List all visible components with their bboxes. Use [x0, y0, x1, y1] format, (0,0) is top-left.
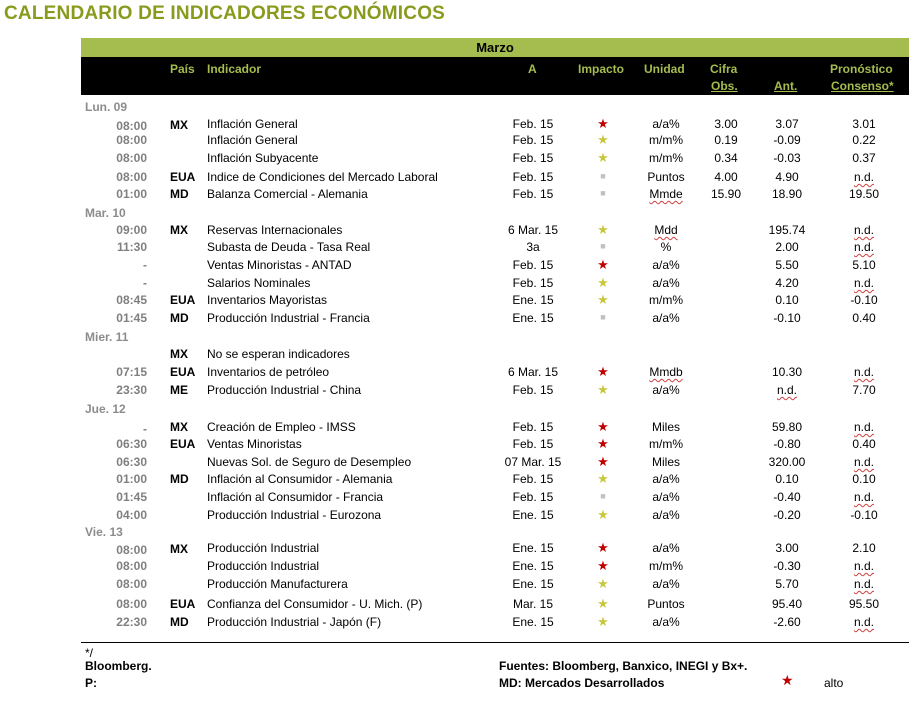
row-period: Ene. 15	[512, 615, 554, 629]
row-indicator: Confianza del Consumidor - U. Mich. (P)	[207, 597, 423, 611]
gray-square-icon: ■	[600, 171, 606, 181]
footnote-marker: */	[85, 646, 94, 660]
row-time: 01:00	[116, 472, 147, 486]
row-indicator: Producción Industrial	[207, 541, 320, 555]
row-indicator: Producción Industrial	[207, 559, 320, 573]
row-time: 09:00	[116, 223, 147, 237]
row-previous: 2.00	[775, 240, 799, 254]
day-label: Vie. 13	[85, 525, 123, 539]
row-period: Ene. 15	[512, 311, 554, 325]
row-indicator: Inventarios de petróleo	[207, 365, 330, 379]
row-period: Feb. 15	[512, 117, 554, 131]
row-forecast: 0.40	[852, 311, 876, 325]
row-unit: a/a%	[652, 276, 680, 290]
row-previous: 5.50	[775, 258, 799, 272]
row-period: 3a	[526, 240, 540, 254]
row-unit: a/a%	[652, 490, 680, 504]
row-forecast: n.d.	[853, 577, 874, 591]
col-impacto: Impacto	[578, 62, 625, 76]
row-unit: a/a%	[652, 615, 680, 629]
yellow-star-icon: ★	[597, 596, 609, 611]
page-title: CALENDARIO DE INDICADORES ECONÓMICOS	[4, 3, 446, 24]
row-previous: 3.07	[775, 117, 799, 131]
row-forecast: n.d.	[853, 276, 874, 290]
day-label: Lun. 09	[85, 100, 128, 114]
row-period: Feb. 15	[512, 490, 554, 504]
row-country: MX	[170, 347, 188, 361]
row-country: MD	[170, 311, 189, 325]
row-indicator: Inflación General	[207, 133, 298, 147]
row-forecast: 19.50	[848, 187, 880, 201]
row-period: Feb. 15	[512, 151, 554, 165]
row-previous: n.d.	[776, 383, 797, 397]
row-indicator: Producción Industrial - Eurozona	[207, 508, 382, 522]
row-unit: Puntos	[647, 597, 685, 611]
sources-line: Fuentes: Bloomberg, Banxico, INEGI y Bx+.	[499, 659, 748, 673]
col-obs: Obs.	[711, 79, 738, 93]
row-time: 08:00	[116, 170, 147, 184]
row-period: 6 Mar. 15	[507, 365, 559, 379]
row-forecast: 3.01	[852, 117, 876, 131]
row-indicator: Producción Industrial - China	[207, 383, 362, 397]
row-time: 11:30	[116, 240, 147, 254]
row-forecast: n.d.	[853, 615, 874, 629]
row-indicator: Creación de Empleo - IMSS	[207, 420, 356, 434]
row-previous: 95.40	[771, 597, 803, 611]
row-unit: m/m%	[649, 559, 683, 573]
col-consenso: Consenso*	[831, 79, 894, 93]
row-unit: m/m%	[649, 293, 683, 307]
row-indicator: Producción Manufacturera	[207, 577, 348, 591]
row-unit: a/a%	[652, 117, 680, 131]
red-star-icon: ★	[597, 364, 609, 379]
red-star-icon: ★	[597, 454, 609, 469]
row-indicator: Indice de Condiciones del Mercado Laboral	[207, 170, 438, 184]
row-unit: m/m%	[649, 151, 683, 165]
day-label: Mier. 11	[85, 330, 129, 344]
row-forecast: 0.40	[852, 437, 876, 451]
row-previous: 320.00	[768, 455, 806, 469]
row-observed: 0.34	[714, 151, 738, 165]
md-legend: MD: Mercados Desarrollados	[499, 676, 665, 690]
row-previous: 4.20	[775, 276, 799, 290]
row-forecast: n.d.	[853, 170, 874, 184]
row-forecast: n.d.	[853, 559, 874, 573]
row-previous: 5.70	[775, 577, 799, 591]
yellow-star-icon: ★	[597, 614, 609, 629]
row-time: 07:15	[116, 365, 147, 379]
row-forecast: 0.10	[852, 472, 876, 486]
row-unit: a/a%	[652, 541, 680, 555]
row-time: 01:45	[116, 490, 147, 504]
row-indicator: Producción Industrial - Francia	[207, 311, 370, 325]
row-indicator: Inflación al Consumidor - Francia	[207, 490, 384, 504]
row-unit: m/m%	[649, 133, 683, 147]
row-unit: m/m%	[649, 437, 683, 451]
month-header: Marzo	[81, 38, 909, 57]
row-unit: a/a%	[652, 472, 680, 486]
row-indicator: Balanza Comercial - Alemania	[207, 187, 368, 201]
row-previous: -2.60	[773, 615, 801, 629]
row-unit: Mmde	[649, 187, 683, 201]
row-previous: 195.74	[768, 223, 806, 237]
row-indicator: Inflación Subyacente	[207, 151, 319, 165]
row-country: EUA	[170, 597, 196, 611]
row-previous: -0.10	[773, 311, 801, 325]
row-indicator: Producción Industrial - Japón (F)	[207, 615, 382, 629]
yellow-star-icon: ★	[597, 382, 609, 397]
row-unit: a/a%	[652, 311, 680, 325]
col-indicador: Indicador	[207, 62, 262, 76]
row-time: 06:30	[116, 455, 147, 469]
row-period: Feb. 15	[512, 437, 554, 451]
row-period: Feb. 15	[512, 383, 554, 397]
col-pronostico: Pronóstico	[830, 62, 893, 76]
row-country: MX	[170, 542, 188, 556]
row-country: EUA	[170, 170, 196, 184]
footnote-p: P:	[85, 676, 97, 690]
yellow-star-icon: ★	[597, 507, 609, 522]
row-indicator: Salarios Nominales	[207, 276, 311, 290]
row-country: MX	[170, 420, 188, 434]
red-star-icon: ★	[597, 558, 609, 573]
row-time: 08:00	[116, 543, 147, 557]
row-unit: a/a%	[652, 383, 680, 397]
col-cifra: Cifra	[710, 62, 738, 76]
row-forecast: 0.22	[852, 133, 876, 147]
row-forecast: -0.10	[850, 508, 878, 522]
row-country: MX	[170, 118, 188, 132]
row-country: MX	[170, 223, 188, 237]
row-observed: 4.00	[714, 170, 738, 184]
row-period: Feb. 15	[512, 133, 554, 147]
row-period: Ene. 15	[512, 293, 554, 307]
row-period: Ene. 15	[512, 508, 554, 522]
gray-square-icon: ■	[600, 188, 606, 198]
row-forecast: 7.70	[852, 383, 876, 397]
row-forecast: -0.10	[850, 293, 878, 307]
row-forecast: 2.10	[852, 541, 876, 555]
row-forecast: 95.50	[848, 597, 880, 611]
row-period: Feb. 15	[512, 258, 554, 272]
footer-divider	[81, 642, 909, 643]
row-unit: a/a%	[652, 508, 680, 522]
row-time: 23:30	[116, 383, 147, 397]
gray-square-icon: ■	[600, 491, 606, 501]
row-time: 08:00	[116, 119, 147, 133]
row-previous: 3.00	[775, 541, 799, 555]
row-observed: 15.90	[710, 187, 742, 201]
row-period: Ene. 15	[512, 559, 554, 573]
row-previous: 0.10	[775, 472, 799, 486]
row-unit: Mdd	[654, 223, 678, 237]
col-a: A	[528, 62, 537, 76]
row-indicator: Subasta de Deuda - Tasa Real	[207, 240, 371, 254]
row-country: MD	[170, 472, 189, 486]
row-time: 08:00	[116, 577, 147, 591]
yellow-star-icon: ★	[597, 292, 609, 307]
row-period: Feb. 15	[512, 420, 554, 434]
day-label: Jue. 12	[85, 402, 126, 416]
row-forecast: n.d.	[853, 240, 874, 254]
row-previous: 4.90	[775, 170, 799, 184]
row-indicator: Ventas Minoristas - ANTAD	[207, 258, 352, 272]
row-indicator: Reservas Internacionales	[207, 223, 343, 237]
row-period: 07 Mar. 15	[504, 455, 562, 469]
yellow-star-icon: ★	[597, 150, 609, 165]
row-time: 08:45	[116, 293, 147, 307]
row-time: 08:00	[116, 597, 147, 611]
row-time: -	[143, 258, 147, 272]
row-time: 08:00	[116, 559, 147, 573]
red-star-icon: ★	[597, 419, 609, 434]
row-previous: 18.90	[771, 187, 803, 201]
row-previous: -0.20	[773, 508, 801, 522]
row-period: Feb. 15	[512, 170, 554, 184]
red-star-icon: ★	[597, 257, 609, 272]
row-time: 22:30	[116, 615, 147, 629]
row-unit: Mmdb	[649, 365, 683, 379]
gray-square-icon: ■	[600, 312, 606, 322]
yellow-star-icon: ★	[597, 132, 609, 147]
col-unidad: Unidad	[644, 62, 685, 76]
row-observed: 3.00	[714, 117, 738, 131]
red-star-icon: ★	[597, 116, 609, 131]
row-period: Feb. 15	[512, 187, 554, 201]
row-period: Feb. 15	[512, 276, 554, 290]
row-indicator: Nuevas Sol. de Seguro de Desempleo	[207, 455, 412, 469]
col-ant: Ant.	[774, 79, 798, 93]
yellow-star-icon: ★	[597, 222, 609, 237]
row-country: EUA	[170, 293, 196, 307]
row-unit: a/a%	[652, 258, 680, 272]
row-forecast: 0.37	[852, 151, 876, 165]
row-forecast: n.d.	[853, 490, 874, 504]
row-time: 01:45	[116, 311, 147, 325]
red-star-icon: ★	[597, 540, 609, 555]
row-country: EUA	[170, 437, 196, 451]
row-previous: -0.40	[773, 490, 801, 504]
red-star-icon: ★	[781, 672, 794, 688]
row-time: -	[143, 422, 147, 436]
row-forecast: 5.10	[852, 258, 876, 272]
row-unit: Puntos	[647, 170, 685, 184]
table-header	[81, 57, 909, 95]
row-time: 08:00	[116, 151, 147, 165]
row-period: 6 Mar. 15	[507, 223, 559, 237]
row-indicator: Inflación General	[207, 117, 298, 131]
red-star-icon: ★	[597, 436, 609, 451]
row-previous: 10.30	[771, 365, 803, 379]
yellow-star-icon: ★	[597, 471, 609, 486]
row-indicator: Ventas Minoristas	[207, 437, 302, 451]
row-forecast: n.d.	[853, 365, 874, 379]
row-country: ME	[170, 383, 188, 397]
yellow-star-icon: ★	[597, 275, 609, 290]
row-unit: Miles	[651, 455, 680, 469]
row-unit: Miles	[651, 420, 680, 434]
footnote-source: Bloomberg.	[85, 659, 152, 673]
impact-legend-label: alto	[824, 676, 844, 690]
row-time: 08:00	[116, 133, 147, 147]
row-country: EUA	[170, 365, 196, 379]
row-indicator: Inflación al Consumidor - Alemania	[207, 472, 393, 486]
row-time: 06:30	[116, 437, 147, 451]
row-country: MD	[170, 615, 189, 629]
row-forecast: n.d.	[853, 223, 874, 237]
row-unit: %	[660, 240, 672, 254]
row-forecast: n.d.	[853, 455, 874, 469]
row-unit: a/a%	[652, 577, 680, 591]
yellow-star-icon: ★	[597, 576, 609, 591]
row-previous: -0.30	[773, 559, 801, 573]
row-country: MD	[170, 187, 189, 201]
row-forecast: n.d.	[853, 420, 874, 434]
gray-square-icon: ■	[600, 241, 606, 251]
row-time: -	[143, 276, 147, 290]
row-period: Feb. 15	[512, 472, 554, 486]
row-period: Ene. 15	[512, 541, 554, 555]
row-previous: 59.80	[771, 420, 803, 434]
row-previous: -0.80	[773, 437, 801, 451]
row-time: 01:00	[116, 187, 147, 201]
row-time: 04:00	[116, 508, 147, 522]
row-period: Ene. 15	[512, 577, 554, 591]
row-period: Mar. 15	[512, 597, 554, 611]
row-previous: -0.09	[773, 133, 801, 147]
col-pais: País	[170, 62, 195, 76]
row-indicator: No se esperan indicadores	[207, 347, 350, 361]
day-label: Mar. 10	[85, 206, 126, 220]
row-observed: 0.19	[714, 133, 738, 147]
row-indicator: Inventarios Mayoristas	[207, 293, 328, 307]
row-previous: 0.10	[775, 293, 799, 307]
row-previous: -0.03	[773, 151, 801, 165]
